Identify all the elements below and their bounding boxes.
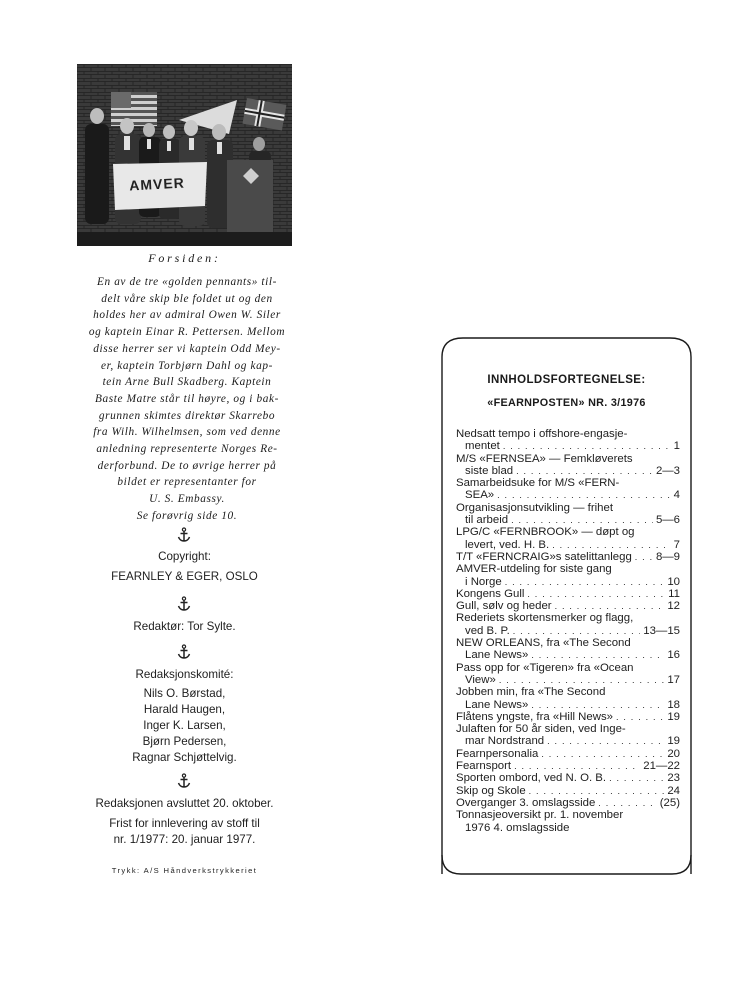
caption-line: Se forøvrig side 10. xyxy=(136,509,238,522)
contents-entry-page: 19 xyxy=(667,710,680,723)
dot-leader xyxy=(598,797,656,809)
contents-entry-page: 16 xyxy=(667,649,680,662)
dot-leader xyxy=(635,551,653,563)
contents-entry xyxy=(456,428,680,453)
contents-entry-title: Rederiets skortensmerker og flagg, xyxy=(456,612,634,625)
contents-entry-title: Gull, sølv og heder xyxy=(456,600,552,613)
contents-entry xyxy=(456,551,680,563)
contents-entry xyxy=(456,502,680,527)
caption-line: derforbund. De to øvrige herrer på xyxy=(97,459,277,472)
contents-entry-title: SEA» xyxy=(465,489,495,502)
contents-entry-title: Lane News» xyxy=(465,649,529,662)
caption-line: er, kaptein Torbjørn Dahl og kap- xyxy=(101,359,273,372)
contents-entry xyxy=(456,637,680,662)
contents-entry-title: Nedsatt tempo i offshore-engasje- xyxy=(456,428,628,440)
dot-leader xyxy=(609,772,664,784)
committee-member: Bjørn Pedersen, xyxy=(142,735,227,748)
contents-entry-title: Sporten ombord, ved N. O. B. xyxy=(456,772,607,785)
contents-entry xyxy=(456,711,680,723)
caption-line: fra Wilh. Wilhelmsen, som ved denne xyxy=(93,426,281,439)
contents-entry xyxy=(456,748,680,760)
contents-entry-page: 18 xyxy=(667,698,680,711)
caption-line: delt våre skip ble foldet ut og den xyxy=(101,292,273,305)
dot-leader xyxy=(513,625,641,637)
contents-entry-page: 11 xyxy=(668,587,680,600)
committee-member: Harald Haugen, xyxy=(143,703,226,716)
committee-member: Ragnar Schjøttelvig. xyxy=(132,751,237,764)
copyright-holder: FEARNLEY & EGER, OSLO xyxy=(111,570,258,583)
caption-line: disse herrer ser vi kaptein Odd Mey- xyxy=(93,342,281,355)
contents-entry-title: M/S «FERNSEA» — Femkløverets xyxy=(456,452,633,465)
contents-list xyxy=(456,428,680,834)
dot-leader xyxy=(514,760,640,772)
dot-leader xyxy=(516,465,653,477)
contents-entry xyxy=(456,600,680,612)
caption-line: En av de tre «golden pennants» til- xyxy=(97,276,277,288)
contents-subtitle: «FEARNPOSTEN» NR. 3/1976 xyxy=(487,397,646,409)
contents-entry-title: Fearnpersonalia xyxy=(456,747,539,760)
dot-leader xyxy=(505,576,665,588)
caption-heading: Forsiden: xyxy=(148,251,221,265)
dot-leader xyxy=(616,711,664,723)
anchor-icon xyxy=(176,644,192,660)
cover-photo xyxy=(77,64,292,246)
committee-label: Redaksjonskomité: xyxy=(135,668,234,681)
contents-entry-title: Fearnsport xyxy=(456,760,512,773)
contents-entry xyxy=(456,772,680,784)
caption-line: tein Arne Bull Skadberg. Kaptein xyxy=(102,376,272,389)
contents-entry xyxy=(456,785,680,797)
contents-entry-title: levert, ved. H. B. xyxy=(465,538,550,551)
deadline-line: Frist for innlevering av stoff til xyxy=(109,817,260,830)
dot-leader xyxy=(531,699,664,711)
contents-entry xyxy=(456,760,680,772)
contents-entry-title: Organisasjonsutvikling — frihet xyxy=(456,501,614,514)
contents-entry-title: LPG/C «FERNBROOK» — døpt og xyxy=(456,526,635,539)
dot-leader xyxy=(541,748,664,760)
contents-entry-title: View» xyxy=(465,673,496,686)
caption-body xyxy=(77,274,297,525)
dot-leader xyxy=(529,785,665,797)
caption-line: grunnen skimtes direktør Skarrebo xyxy=(98,409,276,422)
contents-entry-page: 21—22 xyxy=(643,760,680,773)
contents-entry-page: (25) xyxy=(659,796,680,809)
caption-line: anledning representerte Norges Re- xyxy=(96,443,278,456)
dot-leader xyxy=(503,440,671,452)
contents-entry-page: 10 xyxy=(667,575,680,588)
caption-line: Baste Matre står til høyre, og i bak- xyxy=(95,392,279,405)
contents-entry-title: Pass opp for «Tigeren» fra «Ocean xyxy=(456,661,634,674)
dot-leader xyxy=(511,514,653,526)
contents-title: INNHOLDSFORTEGNELSE: xyxy=(487,374,646,386)
printer-credit: Trykk: A/S Håndverkstrykkeriet xyxy=(111,866,258,875)
contents-entry-page: 19 xyxy=(667,735,680,748)
contents-entry-title: siste blad xyxy=(465,464,514,477)
deadline-text: Redaksjonen avsluttet 20. oktober. xyxy=(95,797,274,810)
contents-entry xyxy=(456,453,680,478)
contents-entry-title: Samarbeidsuke for M/S «FERN- xyxy=(456,477,620,490)
contents-entry xyxy=(456,809,680,834)
contents-entry-title: 1976 4. omslagsside xyxy=(465,821,570,834)
contents-entry-page: 13—15 xyxy=(643,624,680,637)
contents-entry xyxy=(456,477,680,502)
contents-entry xyxy=(456,563,680,588)
contents-entry-title: mar Nordstrand xyxy=(465,735,545,748)
contents-entry-title: Tonnasjeoversikt pr. 1. november xyxy=(456,809,624,822)
contents-entry-title: Skip og Skole xyxy=(456,784,526,797)
contents-entry-title: Overganger 3. omslagsside xyxy=(456,796,596,809)
anchor-icon xyxy=(176,773,192,789)
contents-entry xyxy=(456,662,680,687)
contents-entry-page: 5—6 xyxy=(655,514,680,527)
contents-entry-title: Jobben min, fra «The Second xyxy=(456,686,606,699)
contents-entry-title: mentet xyxy=(465,440,500,453)
committee-member: Nils O. Børstad, xyxy=(143,687,226,700)
caption-line: og kaptein Einar R. Pettersen. Mellom xyxy=(88,326,286,339)
contents-entry-page: 7 xyxy=(673,538,680,551)
contents-entry-page: 2—3 xyxy=(655,464,680,477)
dot-leader xyxy=(499,674,665,686)
dot-leader xyxy=(497,489,671,501)
contents-entry-page: 20 xyxy=(667,747,680,760)
dot-leader xyxy=(547,735,664,747)
contents-entry-title: Flåtens yngste, fra «Hill News» xyxy=(456,710,613,723)
dot-leader xyxy=(531,649,664,661)
dot-leader xyxy=(555,600,665,612)
copyright-label: Copyright: xyxy=(158,550,211,563)
cover-photo-image xyxy=(77,64,292,246)
contents-entry xyxy=(456,686,680,711)
deadline-line: nr. 1/1977: 20. januar 1977. xyxy=(113,833,256,846)
dot-leader xyxy=(527,588,665,600)
contents-entry-title: ved B. P. xyxy=(465,624,510,637)
contents-entry-page: 24 xyxy=(667,784,680,797)
contents-entry-title: Julaften for 50 år siden, ved Inge- xyxy=(456,723,626,736)
contents-entry xyxy=(456,612,680,637)
contents-entry-page: 12 xyxy=(667,600,680,613)
contents-entry-page: 4 xyxy=(673,489,680,502)
contents-entry xyxy=(456,526,680,551)
contents-entry xyxy=(456,588,680,600)
caption-line: holdes her av admiral Owen W. Siler xyxy=(93,309,281,322)
contents-entry-title: AMVER-utdeling for siste gang xyxy=(456,563,612,576)
anchor-icon xyxy=(176,527,192,543)
contents-entry-page: 8—9 xyxy=(655,550,680,563)
caption-line: U. S. Embassy. xyxy=(149,493,225,506)
contents-box xyxy=(441,337,692,875)
contents-entry xyxy=(456,797,680,809)
contents-entry-title: Kongens Gull xyxy=(456,587,525,600)
dot-leader xyxy=(552,539,670,551)
caption-line: bildet er representanter for xyxy=(117,476,257,489)
contents-entry-page: 23 xyxy=(667,772,680,785)
contents-entry-title: i Norge xyxy=(465,575,502,588)
contents-entry xyxy=(456,723,680,748)
contents-entry-page: 17 xyxy=(667,673,680,686)
contents-entry-title: til arbeid xyxy=(465,514,509,527)
banner-text: AMVER xyxy=(116,170,197,198)
contents-entry-title: NEW ORLEANS, fra «The Second xyxy=(456,637,631,650)
committee-member: Inger K. Larsen, xyxy=(143,719,226,732)
anchor-icon xyxy=(176,596,192,612)
contents-entry-page: 1 xyxy=(673,440,680,453)
contents-entry-title: Lane News» xyxy=(465,698,529,711)
contents-entry-title: T/T «FERNCRAIG»s satelittanlegg xyxy=(456,550,632,563)
editor: Redaktør: Tor Sylte. xyxy=(133,620,236,633)
